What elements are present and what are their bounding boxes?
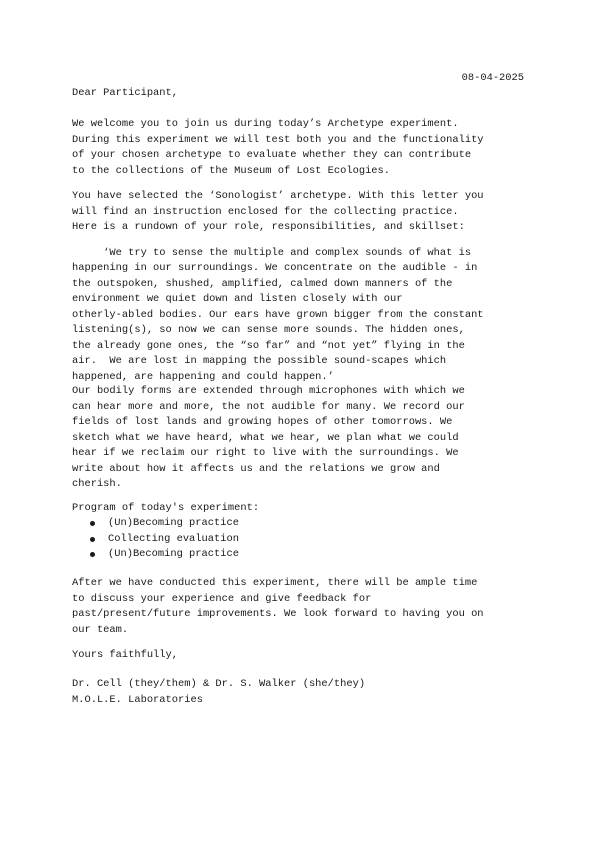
letter-date: 08-04-2025 (461, 72, 524, 84)
body-line: sketch what we have heard, what we hear, we plan what we could (72, 431, 459, 444)
signature-line: M.O.L.E. Laboratories (72, 693, 203, 706)
quote-line: happened, are happening and could happen.’ (72, 370, 334, 383)
body-line: write about how it affects us and the relations we grow and (72, 462, 440, 475)
intro-line: of your chosen archetype to evaluate whether they can contribute (72, 149, 472, 161)
body-line: Our bodily forms are extended through microphones with which we (72, 385, 465, 397)
bullet-icon (90, 552, 95, 557)
selection-line: will find an instruction enclosed for the collecting practice. (72, 205, 459, 218)
body-line: can hear more and more, the not audible for many. We record our (72, 400, 465, 413)
selection-line: Here is a rundown of your role, responsibilities, and skillset: (72, 221, 465, 233)
intro-line: We welcome you to join us during today’s Archetype experiment. (72, 118, 459, 130)
quote-line: ‘We try to sense the multiple and complex sounds of what is (72, 246, 472, 259)
body-line: fields of lost lands and growing hopes of other tomorrows. We (72, 416, 453, 428)
quote-line: air. We are lost in mapping the possible sound-scapes which (72, 355, 447, 367)
quote-line: otherly-abled bodies. Our ears have grown bigger from the constant (72, 308, 484, 321)
program-item-label: Collecting evaluation (108, 532, 239, 545)
program-heading: Program of today's experiment: (72, 502, 260, 514)
body-line: hear if we reclaim our right to live with the surroundings. We (72, 447, 459, 459)
closing-line: past/present/future improvements. We look forward to having you on (72, 608, 484, 620)
intro-line: to the collections of the Museum of Lost Ecologies. (72, 164, 391, 177)
selection-line: You have selected the ‘Sonologist’ archetype. With this letter you (72, 190, 484, 202)
signature-line: Dr. Cell (they/them) & Dr. S. Walker (she/they) (72, 678, 366, 690)
closing-line: to discuss your experience and give feedback for (72, 592, 372, 605)
bullet-icon (90, 521, 95, 526)
salutation: Dear Participant, (72, 87, 179, 99)
quote-line: listening(s), so now we can sense more sounds. The hidden ones, (72, 324, 465, 336)
closing-line: our team. (72, 623, 129, 636)
intro-line: During this experiment we will test both you and the functionality (72, 133, 484, 146)
signoff: Yours faithfully, (72, 649, 179, 661)
body-line: cherish. (72, 478, 122, 490)
quote-line: happening in our surroundings. We concentrate on the audible - in (72, 262, 478, 274)
program-item-label: (Un)Becoming practice (108, 548, 239, 560)
program-item-label: (Un)Becoming practice (108, 517, 239, 529)
quote-line: environment we quiet down and listen closely with our (72, 293, 403, 305)
quote-line: the already gone ones, the “so far” and “not yet” flying in the (72, 339, 465, 352)
closing-line: After we have conducted this experiment, there will be ample time (72, 577, 478, 589)
bullet-icon (90, 537, 95, 542)
quote-line: the outspoken, shushed, amplified, calmed down manners of the (72, 277, 453, 290)
